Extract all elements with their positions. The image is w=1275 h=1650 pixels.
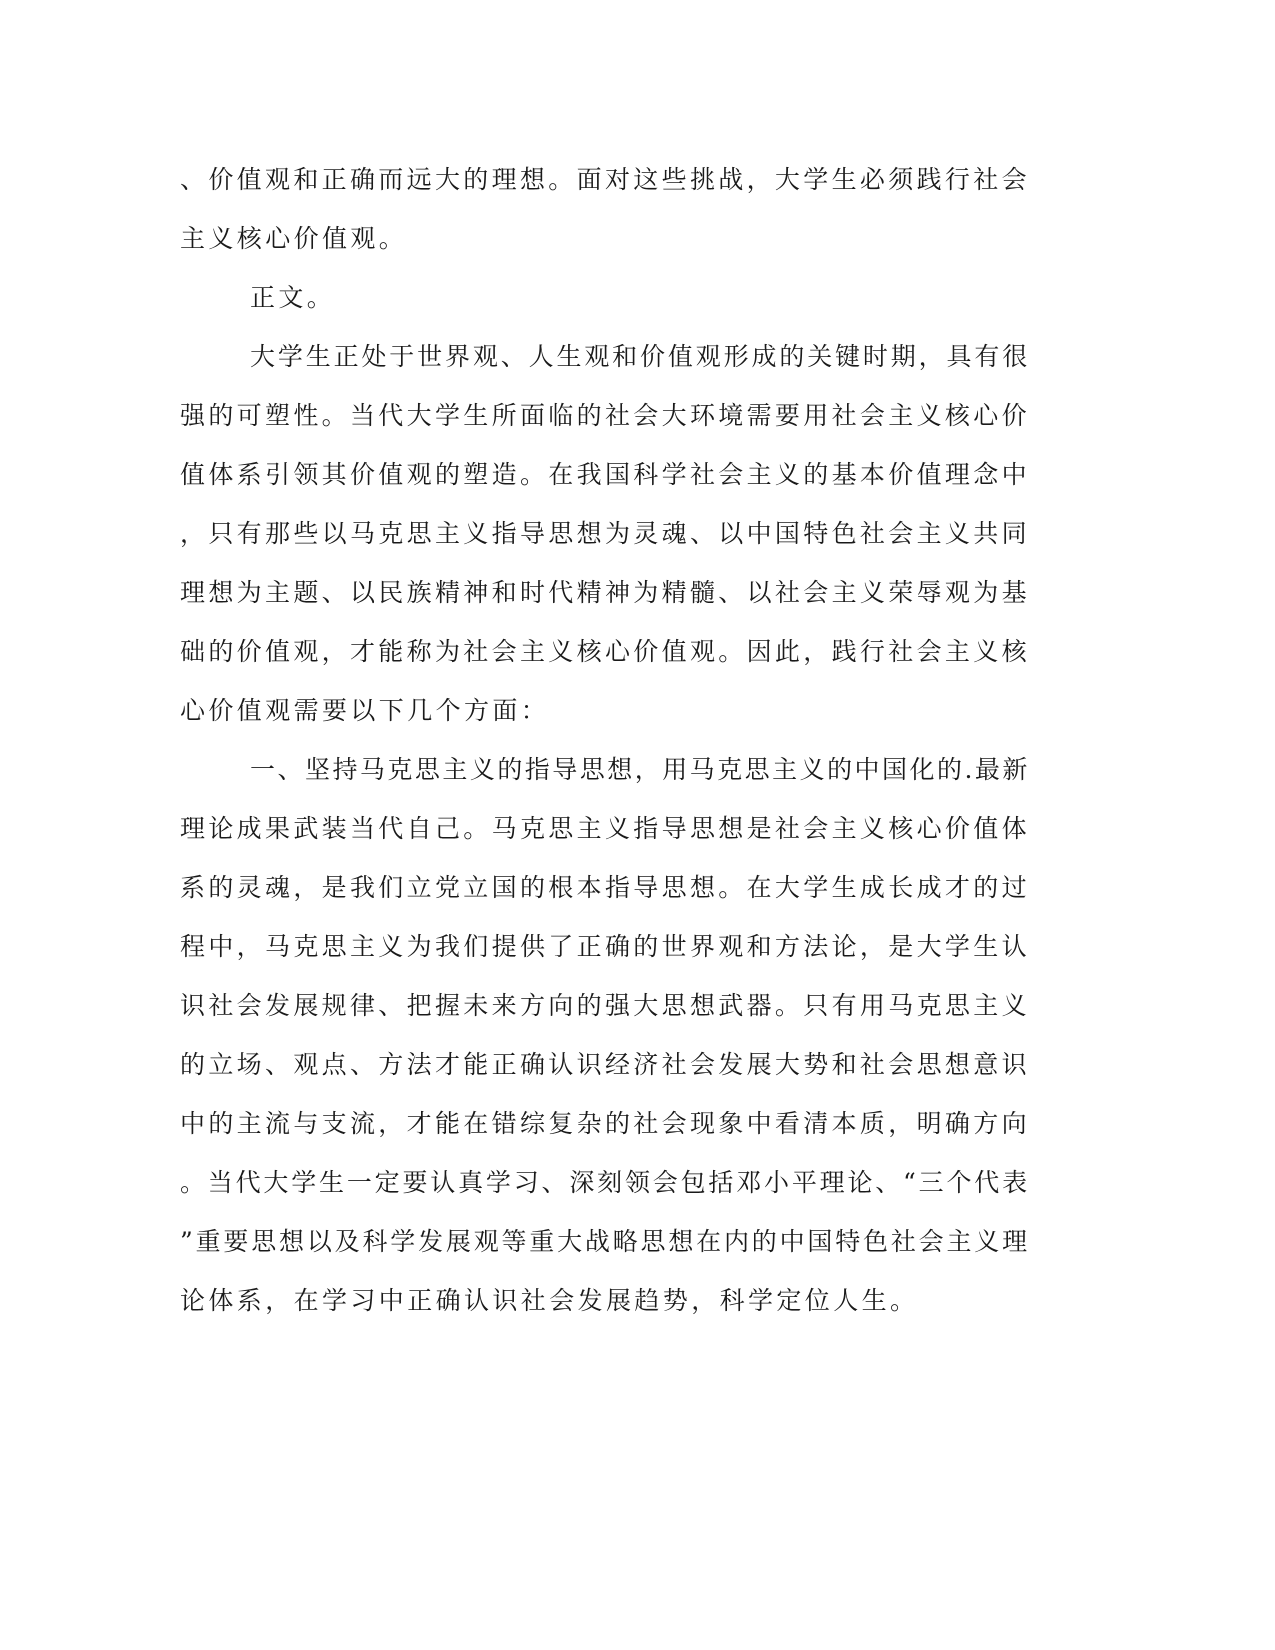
text-line: 程中，马克思主义为我们提供了正确的世界观和方法论，是大学生认 [180, 932, 1030, 961]
text-line: 一、坚持马克思主义的指导思想，用马克思主义的中国化的.最新 [250, 755, 1030, 784]
text-line: ”重要思想以及科学发展观等重大战略思想在内的中国特色社会主义理 [180, 1227, 1030, 1256]
text-line: 大学生正处于世界观、人生观和价值观形成的关键时期，具有很 [250, 342, 1031, 371]
text-line: 强的可塑性。当代大学生所面临的社会大环境需要用社会主义核心价 [180, 401, 1030, 430]
text-line: 心价值观需要以下几个方面： [180, 696, 550, 725]
text-line: 理论成果武装当代自己。马克思主义指导思想是社会主义核心价值体 [180, 814, 1030, 843]
text-line: 的立场、观点、方法才能正确认识经济社会发展大势和社会思想意识 [180, 1050, 1030, 1079]
text-line: 主义核心价值观。 [180, 224, 408, 253]
text-line: 础的价值观，才能称为社会主义核心价值观。因此，践行社会主义核 [180, 637, 1030, 666]
text-line: 论体系，在学习中正确认识社会发展趋势，科学定位人生。 [180, 1286, 919, 1315]
text-line: 值体系引领其价值观的塑造。在我国科学社会主义的基本价值理念中 [180, 460, 1030, 489]
text-line: 中的主流与支流，才能在错综复杂的社会现象中看清本质，明确方向 [180, 1109, 1030, 1138]
text-line: ，只有那些以马克思主义指导思想为灵魂、以中国特色社会主义共同 [180, 519, 1030, 548]
section-heading: 正文。 [250, 283, 336, 312]
text-line: 系的灵魂，是我们立党立国的根本指导思想。在大学生成长成才的过 [180, 873, 1030, 902]
text-line: 、价值观和正确而远大的理想。面对这些挑战，大学生必须践行社会 [180, 165, 1030, 194]
text-line: 理想为主题、以民族精神和时代精神为精髓、以社会主义荣辱观为基 [180, 578, 1030, 607]
text-line: 识社会发展规律、把握未来方向的强大思想武器。只有用马克思主义 [180, 991, 1030, 1020]
text-line: 。当代大学生一定要认真学习、深刻领会包括邓小平理论、“三个代表 [180, 1168, 1030, 1197]
